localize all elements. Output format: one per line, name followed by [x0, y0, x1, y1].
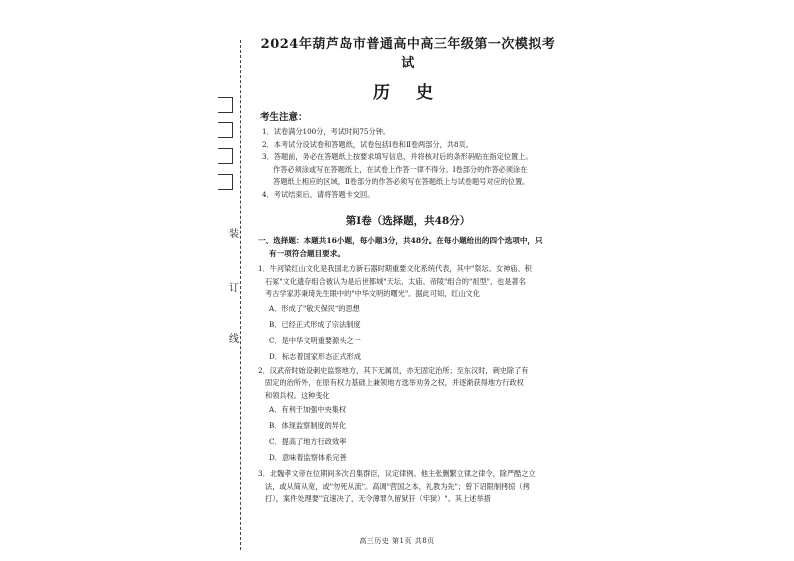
option-b: B．已经正式形成了宗法制度 — [269, 319, 361, 329]
option-b: B．体现监察制度的异化 — [269, 421, 347, 430]
binding-field-box — [218, 122, 233, 138]
section-title: 第Ⅰ卷（选择题，共48分） — [345, 215, 471, 227]
question-1 — [258, 263, 558, 365]
binding-field-box — [218, 174, 233, 190]
section-instruction: 有一项符合题目要求。 — [269, 249, 345, 258]
option-a: A．有利于加强中央集权 — [269, 405, 347, 414]
binding-margin-line — [240, 40, 253, 550]
option-d: D．意味着监察体系完善 — [269, 453, 347, 462]
question-stem: 考古学家苏秉琦先生眼中的"中华文明的曙光"。据此可知，红山文化 — [265, 289, 481, 298]
notice-item: 2．本考试分设试卷和答题纸，试卷包括Ⅰ卷和Ⅱ卷两部分，共8页。 — [262, 139, 473, 149]
exam-page — [258, 33, 558, 506]
binding-field-box — [218, 97, 233, 113]
notice-list — [258, 126, 558, 201]
question-stem: 打），案件处理要"宜速决了，无令薄罪久留狱犴（牢狱）"。其上述举措 — [265, 494, 491, 503]
subject-title: 历 史 — [373, 83, 443, 103]
page-footer: 高三历史 第1页 共8页 — [359, 537, 435, 545]
question-stem: 1．牛河梁红山文化是我国北方新石器时期重要文化系统代表，其中"祭坛、女神庙、积 — [258, 264, 532, 273]
question-stem: 2．汉武帝时始设刺史监察地方，其下无属员，亦无固定治所；至东汉时，刺史除了有 — [258, 365, 529, 375]
option-a: A．形成了"敬天保民"的思想 — [269, 303, 360, 313]
option-c: C．提高了地方行政效率 — [269, 437, 347, 446]
notice-item-continuation: 作答必须涂或写在答题纸上，在试卷上作答一律不得分。Ⅰ卷部分的作答必须涂在 — [273, 164, 528, 174]
option-c: C．是中华文明重要源头之一 — [269, 335, 361, 345]
notice-item: 1．试卷满分100分，考试时间75分钟。 — [262, 127, 391, 136]
binding-char: 线 — [229, 334, 239, 345]
question-stem: 3．北魏孝文帝在位期间多次召集群臣，议定律例。他主张删繁立律之律令，除严酷之立 — [258, 469, 536, 478]
notice-item: 3．答题前，务必在答题纸上按要求填写信息，并将核对后的条形码贴在指定位置上。 — [262, 152, 533, 161]
binding-field-box — [218, 148, 233, 164]
notice-item: 4．考试结束后，请将答题卡交回。 — [262, 189, 375, 199]
section-instruction: 一、选择题：本题共16小题，每小题3分，共48分。在每小题给出的四个选项中，只 — [258, 236, 543, 245]
question-stem: 石冢"文化遗存组合被认为是后世都城"天坛、太庙、帝陵"组合的"祖型"，也是著名 — [265, 276, 526, 286]
notice-item-continuation: 答题纸上相应的区域，Ⅱ卷部分的作答必须写在答题纸上与试卷题号对应的位置。 — [273, 177, 530, 186]
question-3 — [258, 468, 558, 506]
notice-heading: 考生注意： — [260, 112, 308, 123]
option-d: D．标志着国家形态正式形成 — [269, 351, 362, 361]
question-stem: 和领兵权。这种变化 — [265, 390, 330, 400]
exam-title: 2024年葫芦岛市普通高中高三年级第一次模拟考试 — [260, 37, 556, 71]
binding-char: 装 — [229, 229, 239, 240]
question-stem: 固定的治所外，在原有权力基础上兼领地方选举劝务之权，并逐渐获得地方行政权 — [265, 378, 524, 387]
binding-char: 订 — [229, 283, 239, 294]
question-2 — [258, 365, 558, 467]
question-stem: 法，或从简从宽，或"勿死从流"。高调"营国之本，礼教为先"；曾下诏限制拷掠（拷 — [265, 481, 530, 491]
